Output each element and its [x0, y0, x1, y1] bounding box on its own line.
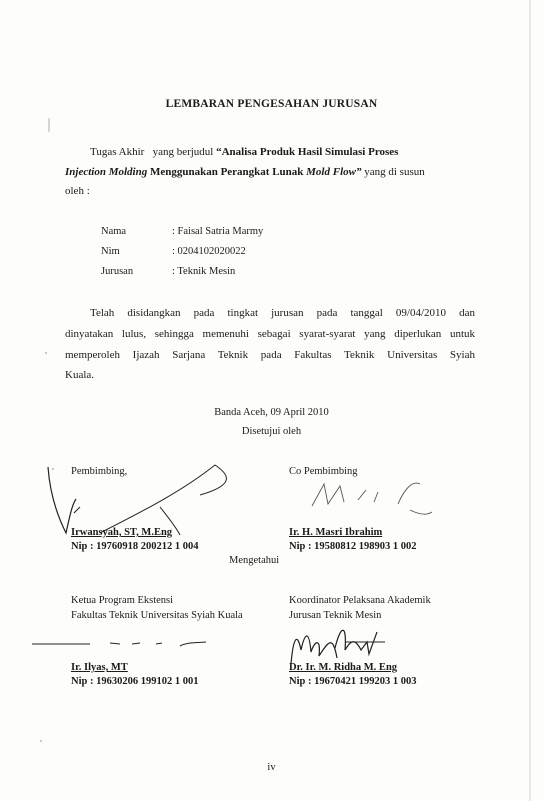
intro-line-2 — [65, 163, 425, 182]
role-co-pembimbing: Co Pembimbing — [289, 466, 358, 477]
body-line-3: memperoleh Ijazah Sarjana Teknik pada Fakultas Teknik Universitas Syiah — [65, 349, 475, 361]
name-ketua: Ir. Ilyas, MT — [71, 662, 128, 673]
signature-co-pembimbing — [300, 470, 440, 520]
body-line-4: Kuala. — [65, 369, 95, 381]
field-label-nim: Nim — [101, 246, 120, 257]
field-label-nama: Nama — [101, 226, 127, 237]
thesis-title-part: Menggunakan Perangkat Lunak — [149, 166, 304, 178]
intro-text: Tugas Akhir — [90, 146, 145, 158]
intro-text: yang berjudul — [152, 146, 214, 158]
name-pembimbing: Irwansyah, ST, M.Eng — [71, 527, 173, 538]
koordinator-role-line-2: Jurusan Teknik Mesin — [289, 610, 382, 621]
name-koordinator: Dr. Ir. M. Ridha M. Eng — [289, 662, 398, 673]
role-pembimbing: Pembimbing, — [71, 466, 128, 477]
nip-koordinator: Nip : 19670421 199203 1 003 — [289, 676, 417, 687]
field-value-jurusan: : Teknik Mesin — [172, 266, 236, 277]
page-title: LEMBARAN PENGESAHAN JURUSAN — [165, 98, 378, 110]
nip-co-pembimbing: Nip : 19580812 198903 1 002 — [289, 541, 417, 552]
intro-line-1 — [90, 143, 398, 162]
ketua-role-line-2: Fakultas Teknik Universitas Syiah Kuala — [71, 610, 243, 621]
nip-ketua: Nip : 19630206 199102 1 001 — [71, 676, 199, 687]
knowing-label: Mengetahui — [229, 555, 280, 566]
body-line-1: Telah disidangkan pada tingkat jurusan pada tanggal 09/04/2010 dan — [90, 307, 475, 319]
scan-speck — [40, 740, 42, 742]
page-edge-shadow — [529, 0, 531, 801]
approved-by: Disetujui oleh — [241, 426, 302, 437]
nip-pembimbing: Nip : 19760918 200212 1 004 — [71, 541, 199, 552]
intro-text: yang di susun — [364, 166, 425, 178]
field-label-jurusan: Jurusan — [101, 266, 134, 277]
place-date: Banda Aceh, 09 April 2010 — [214, 407, 329, 418]
scan-mark — [48, 118, 50, 132]
body-line-2: dinyatakan lulus, sehingga memenuhi sebagai syarat-syarat yang diperlukan untuk — [65, 328, 475, 340]
thesis-title-part: Mold Flow” — [306, 166, 362, 178]
koordinator-role-line-1: Koordinator Pelaksana Akademik — [289, 595, 431, 606]
name-co-pembimbing: Ir. H. Masri Ibrahim — [289, 527, 383, 538]
thesis-title-part: Injection Molding — [65, 166, 148, 178]
scan-speck — [45, 352, 47, 354]
ketua-role-line-1: Ketua Program Ekstensi — [71, 595, 174, 606]
intro-line-3: oleh : — [65, 185, 90, 197]
field-value-nim: : 0204102020022 — [172, 246, 246, 257]
page-number: iv — [267, 762, 276, 773]
field-value-nama: : Faisal Satria Marmy — [172, 226, 264, 237]
signature-ketua — [30, 632, 210, 662]
thesis-title-part: “Analisa Produk Hasil Simulasi Proses — [216, 146, 399, 158]
